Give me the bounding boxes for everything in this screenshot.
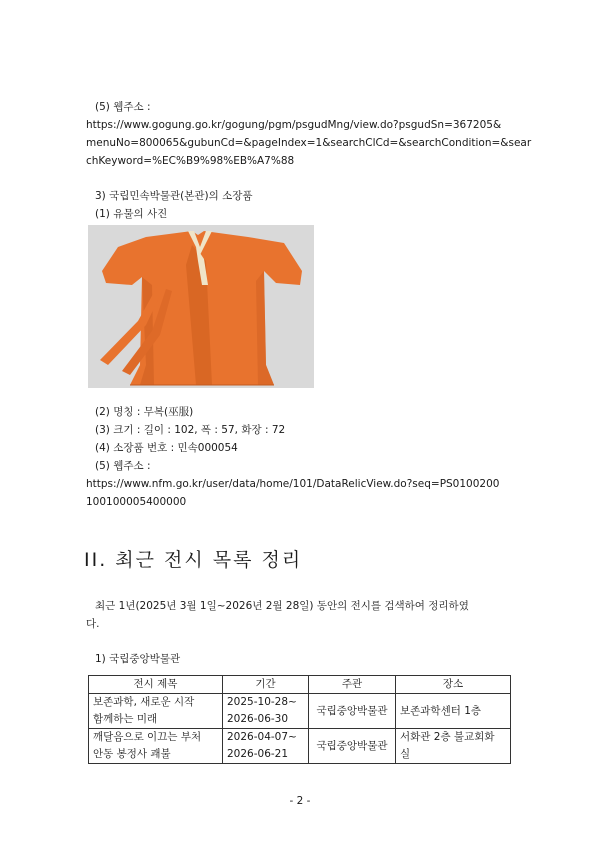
section3-link-line-2: menuNo=800065&gubunCd=&pageIndex=1&searchClCd=&searchCondition=&sear	[86, 137, 532, 149]
row-title-line: 함께하는 미래	[93, 713, 158, 725]
page-number: - 2 -	[289, 795, 311, 807]
relic-size: (3) 크기 : 길이 : 102, 폭 : 57, 화장 : 72	[95, 424, 286, 436]
row-place	[396, 729, 511, 764]
row-title-line: 안동 봉정사 괘불	[93, 748, 171, 760]
row-host: 국립중앙박물관	[309, 729, 396, 764]
relic-link-line-1: https://www.nfm.go.kr/user/data/home/101/DataRelicView.do?seq=PS0100200	[86, 478, 500, 490]
row-place-line: 실	[400, 748, 411, 760]
row-title	[89, 694, 223, 729]
museum-subheading: 1) 국립중앙박물관	[95, 653, 181, 665]
table-row	[89, 729, 511, 764]
row-period	[223, 729, 309, 764]
relic-number: (4) 소장품 번호 : 민속000054	[95, 442, 238, 454]
row-period-start: 2026-04-07~	[227, 731, 297, 743]
photo-label: (1) 유물의 사진	[95, 208, 168, 220]
row-period-start: 2025-10-28~	[227, 696, 297, 708]
row-host: 국립중앙박물관	[309, 694, 396, 729]
chapter-heading: II. 최근 전시 목록 정리	[84, 549, 303, 571]
relic-link-label: (5) 웹주소 :	[95, 460, 151, 472]
row-place-line: 보존과학센터 1층	[400, 704, 482, 717]
row-place-line: 서화관 2층 불교회화	[400, 731, 495, 743]
exhibition-table	[88, 675, 511, 764]
row-period-end: 2026-06-30	[227, 713, 289, 725]
intro-line-1: 최근 1년(2025년 3월 1일~2026년 2월 28일) 동안의 전시를 검색하여 정리하였	[95, 600, 469, 612]
row-place	[396, 694, 511, 729]
section3-link-line-3: chKeyword=%EC%B9%98%EB%A7%88	[86, 155, 295, 167]
intro-line-2: 다.	[86, 618, 100, 630]
table-row	[89, 694, 511, 729]
row-period-end: 2026-06-21	[227, 748, 289, 760]
section3-link-label: (5) 웹주소 :	[95, 101, 151, 113]
museum-heading: 3) 국립민속박물관(본관)의 소장품	[95, 190, 253, 202]
header-title: 전시 제목	[89, 676, 223, 694]
header-place: 장소	[396, 676, 511, 694]
row-title	[89, 729, 223, 764]
table-header-row	[89, 676, 511, 694]
row-title-line: 깨달음으로 이끄는 부처	[93, 731, 202, 743]
header-host: 주관	[309, 676, 396, 694]
relic-name: (2) 명칭 : 무복(巫服)	[95, 406, 194, 418]
relic-link-line-2: 100100005400000	[86, 496, 187, 508]
shaman-robe-photo	[88, 225, 314, 388]
section3-link-line-1: https://www.gogung.go.kr/gogung/pgm/psgudMng/view.do?psgudSn=367205&	[86, 119, 502, 131]
row-title-line: 보존과학, 새로운 시작	[93, 696, 195, 708]
row-period	[223, 694, 309, 729]
header-period: 기간	[223, 676, 309, 694]
